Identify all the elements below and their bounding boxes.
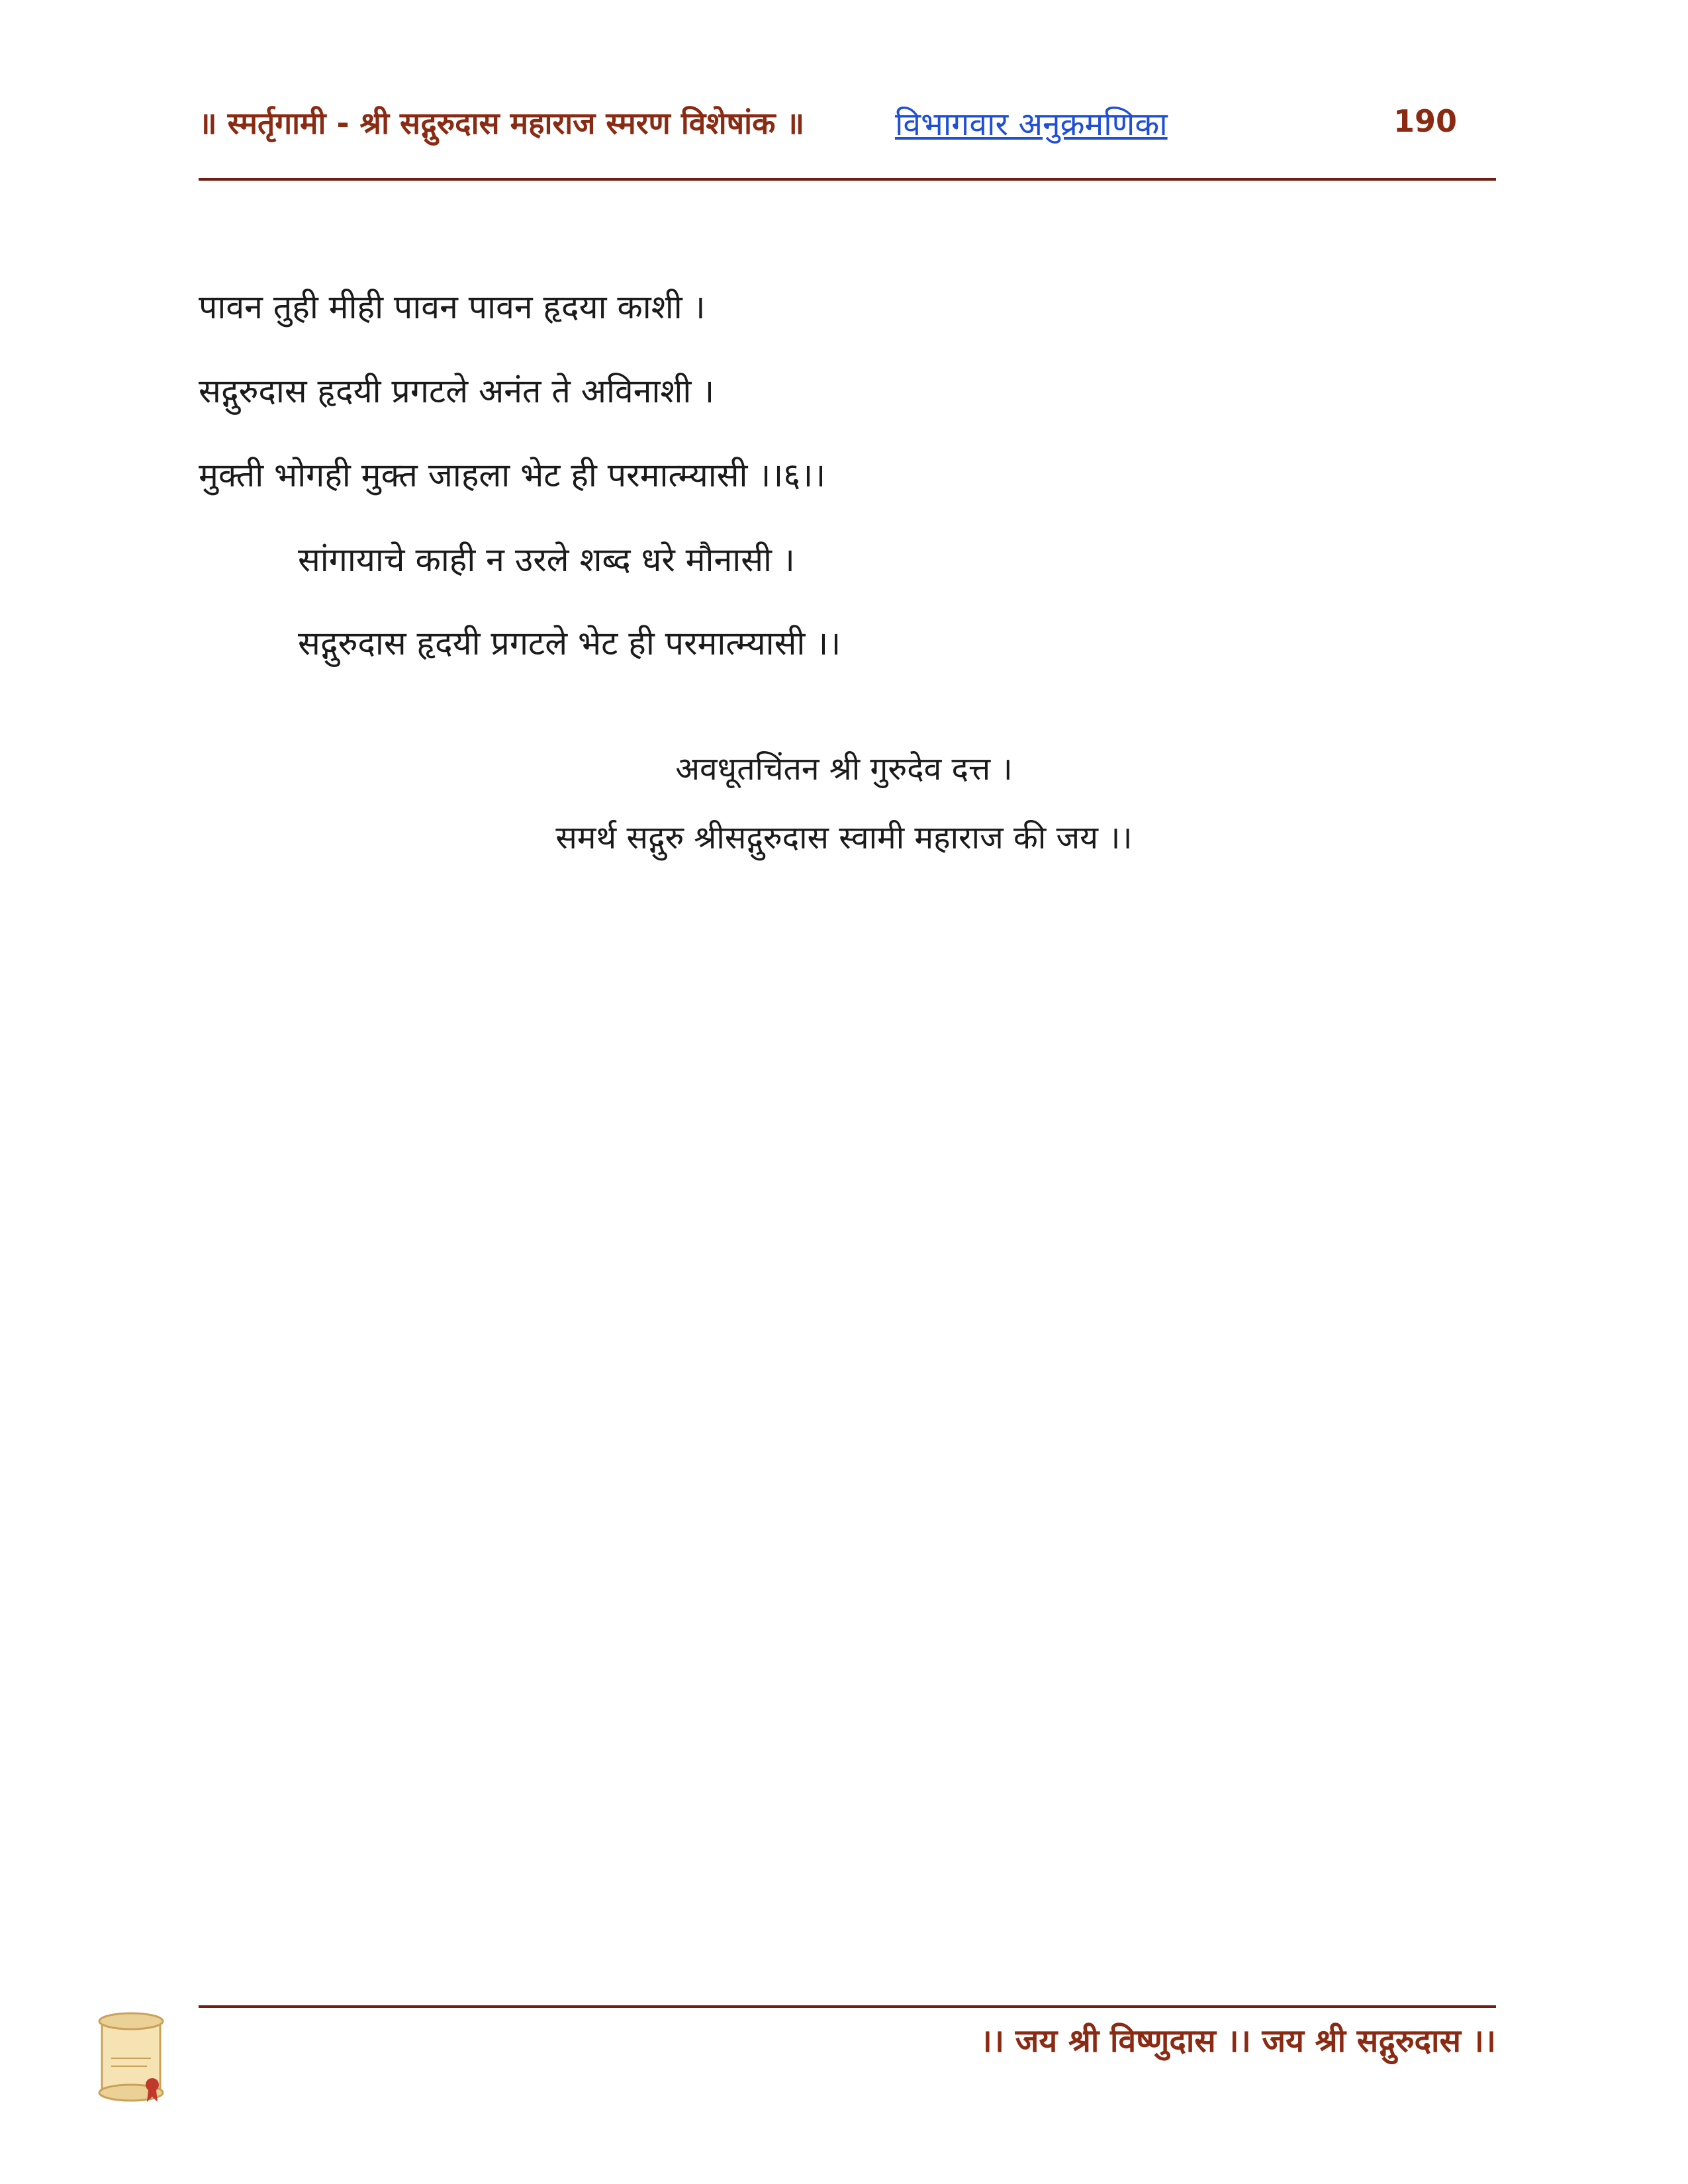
footer-slogan: ।। जय श्री विष्णुदास ।। जय श्री सद्गुरुदास ।।: [980, 2023, 1496, 2060]
closing-invocation: अवधूतचिंतन श्री गुरुदेव दत्त ।: [675, 751, 1013, 788]
closing-salutation: समर्थ सद्गुरु श्रीसद्गुरुदास स्वामी महाराज की जय ।।: [555, 819, 1133, 856]
page-header: [199, 99, 1496, 152]
poem-refrain-line: सांगायाचे काही न उरले शब्द धरे मौनासी ।: [298, 541, 795, 579]
poem-line: मुक्ती भोगही मुक्त जाहला भेट ही परमात्म्यासी ।।६।।: [199, 456, 826, 494]
poem-refrain-line: सद्गुरुदास हृदयी प्रगटले भेट ही परमात्म्यासी ।।: [298, 624, 841, 662]
poem-line: पावन तुही मीही पावन पावन हृदया काशी ।: [199, 288, 706, 326]
page-number: 190: [1393, 103, 1458, 139]
header-divider: [199, 178, 1496, 181]
poem-line: सद्गुरुदास हृदयी प्रगटले अनंत ते अविनाशी ।: [199, 372, 715, 410]
header-title: ॥ स्मर्तृगामी - श्री सद्गुरुदास महाराज स्मरण विशेषांक ॥: [199, 105, 804, 141]
index-link[interactable]: विभागवार अनुक्रमणिका: [895, 106, 1168, 143]
footer-divider: [199, 2005, 1496, 2008]
patrabhet-logo: [91, 2012, 169, 2105]
